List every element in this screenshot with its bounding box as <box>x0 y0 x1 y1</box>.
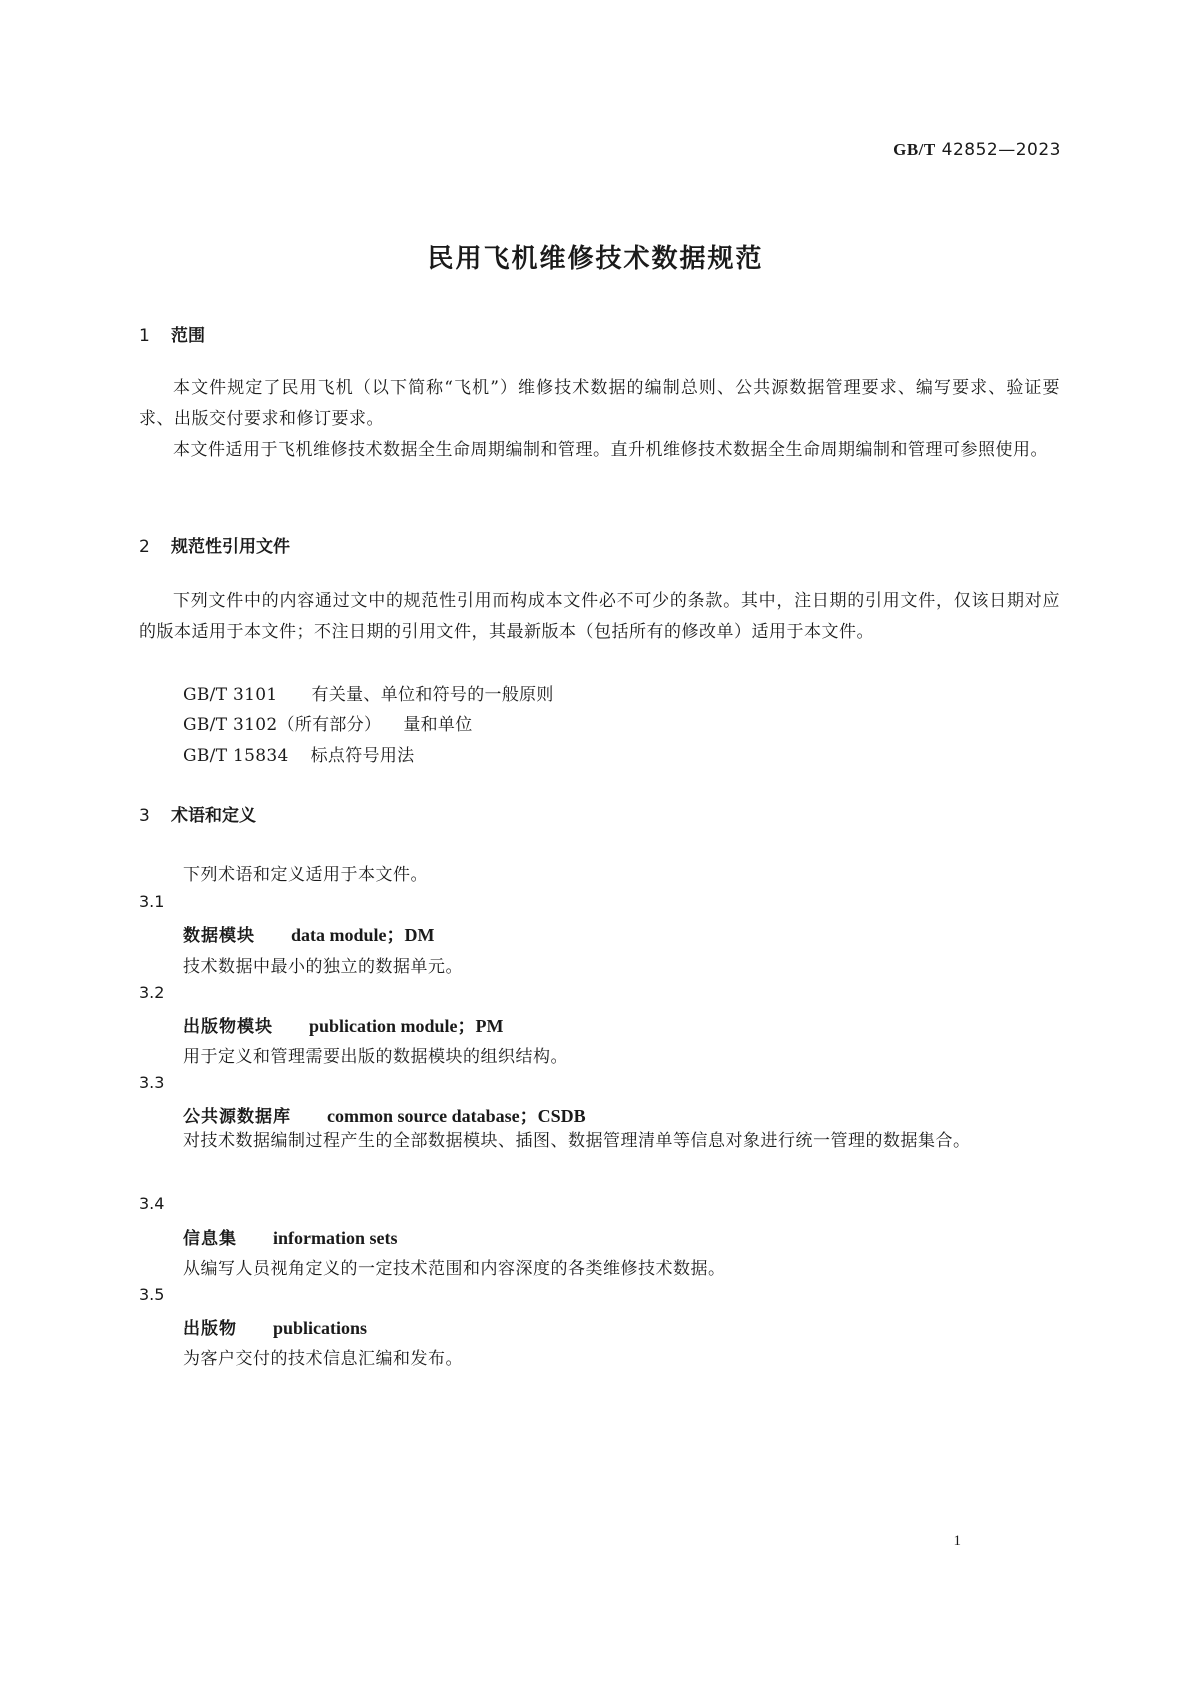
section-1-heading <box>139 321 205 346</box>
terms-intro: 下列术语和定义适用于本文件。 <box>183 865 428 885</box>
normative-references-paragraph: 下列文件中的内容通过文中的规范性引用而构成本文件必不可少的条款。其中，注日期的引用文件，仅该日期对应的版本适用于本文件；不注日期的引用文件，其最新版本（包括所有的修改单）适用于本文件。 <box>139 591 1060 642</box>
term-number: 3.2 <box>139 983 165 1002</box>
section-number: 3 <box>139 806 150 826</box>
reference-title: 标点符号用法 <box>310 746 415 766</box>
scope-paragraph-2: 本文件适用于飞机维修技术数据全生命周期编制和管理。直升机维修技术数据全生命周期编制和管理可参照使用。 <box>173 440 1048 460</box>
reference-code: GB/T 15834 <box>183 746 289 766</box>
section-title: 规范性引用文件 <box>171 537 290 557</box>
term-definition: 用于定义和管理需要出版的数据模块的组织结构。 <box>183 1047 568 1067</box>
term-entry <box>183 1314 367 1339</box>
term-definition: 从编写人员视角定义的一定技术范围和内容深度的各类维修技术数据。 <box>183 1259 726 1279</box>
term-definition: 对技术数据编制过程产生的全部数据模块、插图、数据管理清单等信息对象进行统一管理的数据集合。 <box>183 1131 971 1151</box>
reference-item <box>183 710 473 735</box>
term-definition: 为客户交付的技术信息汇编和发布。 <box>183 1349 463 1369</box>
section-number: 1 <box>139 326 150 346</box>
term-number: 3.5 <box>139 1285 165 1304</box>
reference-item <box>183 741 414 766</box>
term-entry <box>183 921 435 947</box>
reference-title: 有关量、单位和符号的一般原则 <box>311 685 554 705</box>
standard-number <box>893 140 1061 160</box>
scope-paragraph-1: 本文件规定了民用飞机（以下简称“飞机”）维修技术数据的编制总则、公共源数据管理要求、编写要求、验证要求、出版交付要求和修订要求。 <box>139 378 1060 429</box>
term-definition: 技术数据中最小的独立的数据单元。 <box>183 957 463 977</box>
standard-id: 42852—2023 <box>941 140 1061 160</box>
reference-code: GB/T 3102（所有部分） <box>183 715 382 735</box>
term-zh: 出版物 <box>183 1319 237 1339</box>
term-number: 3.3 <box>139 1073 165 1092</box>
term-entry <box>183 1102 586 1128</box>
term-entry <box>183 1012 504 1038</box>
reference-item <box>183 680 554 705</box>
section-2-heading <box>139 532 290 557</box>
term-zh: 出版物模块 <box>183 1017 273 1037</box>
term-en: publication module；PM <box>309 1016 504 1036</box>
section-number: 2 <box>139 537 150 557</box>
term-zh: 数据模块 <box>183 926 255 946</box>
reference-title: 量和单位 <box>403 715 473 735</box>
page-number: 1 <box>953 1533 961 1549</box>
term-entry <box>183 1224 398 1249</box>
document-title: 民用飞机维修技术数据规范 <box>427 244 764 274</box>
section-title: 术语和定义 <box>171 806 256 826</box>
term-en: publications <box>273 1318 368 1338</box>
term-number: 3.4 <box>139 1194 165 1213</box>
reference-code: GB/T 3101 <box>183 685 278 705</box>
term-number: 3.1 <box>139 892 165 911</box>
term-en: common source database；CSDB <box>327 1106 586 1126</box>
section-3-heading <box>139 801 256 826</box>
term-en: information sets <box>273 1228 398 1248</box>
term-zh: 信息集 <box>183 1229 237 1249</box>
term-en: data module；DM <box>291 925 435 945</box>
standard-code: GB/T <box>893 140 936 159</box>
section-title: 范围 <box>171 326 205 346</box>
term-zh: 公共源数据库 <box>183 1107 291 1127</box>
